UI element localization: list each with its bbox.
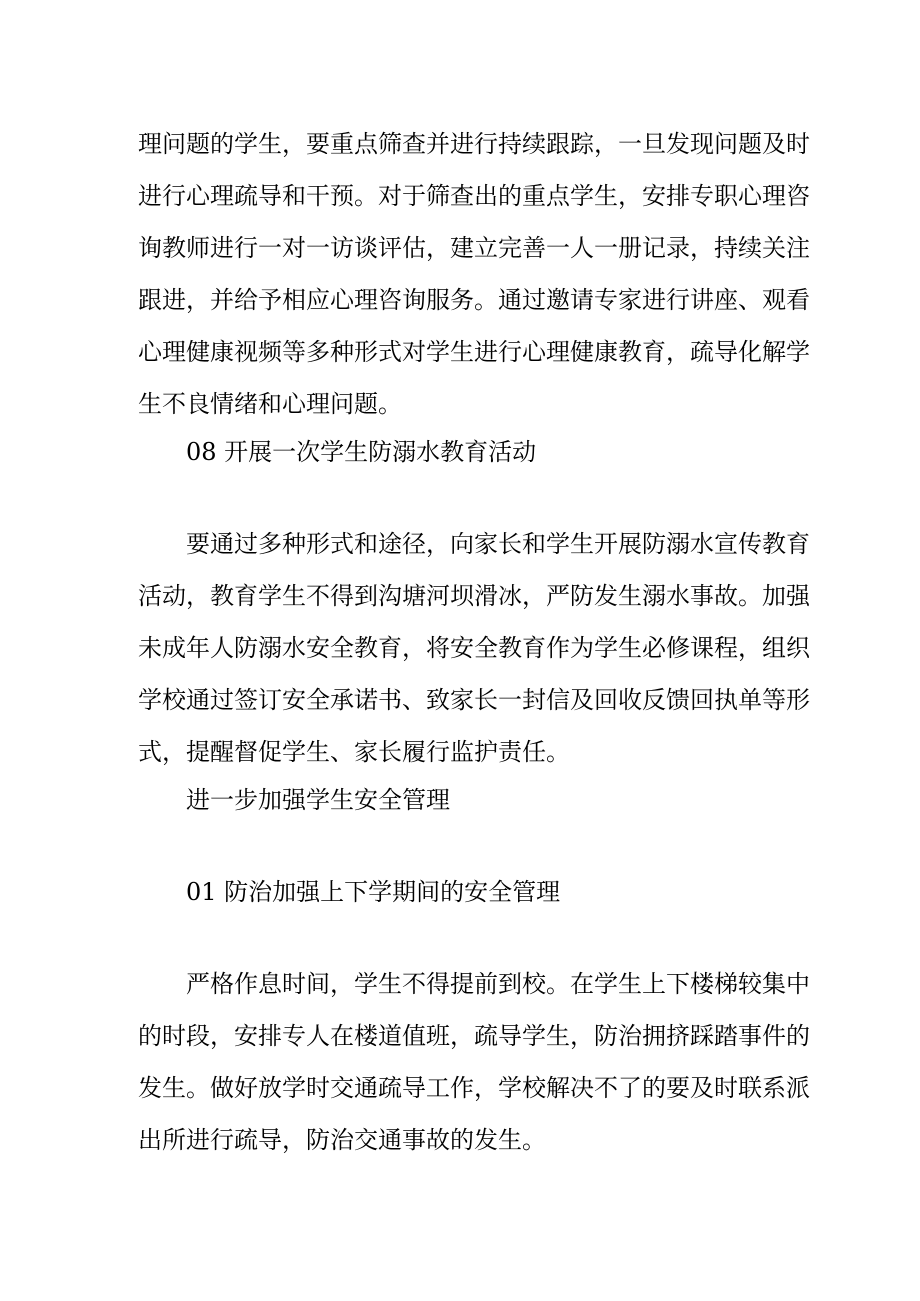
section-heading-commute-safety — [138, 866, 783, 918]
heading-text: 01 防治加强上下学期间的安全管理 — [186, 878, 561, 906]
text-line: 未成年人防溺水安全教育，将安全教育作为学生必修课程，组织 — [138, 634, 810, 662]
text-line: 学校通过签订安全承诺书、致家长一封信及回收反馈回执单等形 — [138, 686, 810, 714]
text-line: 的时段，安排专人在楼道值班，疏导学生，防治拥挤踩踏事件的 — [138, 1022, 810, 1050]
text-line: 心理健康视频等多种形式对学生进行心理健康教育，疏导化解学 — [138, 338, 810, 366]
text-line: 要通过多种形式和途径，向家长和学生开展防溺水宣传教育 — [186, 530, 810, 558]
text-line: 活动，教育学生不得到沟塘河坝滑冰，严防发生溺水事故。加强 — [138, 582, 810, 610]
paragraph-commute-safety — [138, 958, 810, 1166]
text-line: 理问题的学生，要重点筛查并进行持续跟踪，一旦发现问题及时 — [138, 130, 810, 158]
text-line: 出所进行疏导，防治交通事故的发生。 — [138, 1126, 546, 1154]
paragraph-drowning-prevention — [138, 518, 810, 778]
text-line: 生不良情绪和心理问题。 — [138, 390, 402, 418]
text-line: 发生。做好放学时交通疏导工作，学校解决不了的要及时联系派 — [138, 1074, 810, 1102]
heading-text: 08 开展一次学生防溺水教育活动 — [186, 438, 537, 466]
text-line: 跟进，并给予相应心理咨询服务。通过邀请专家进行讲座、观看 — [138, 286, 810, 314]
text-line: 进行心理疏导和干预。对于筛查出的重点学生，安排专职心理咨 — [138, 182, 810, 210]
section-heading-drowning-prevention — [138, 426, 783, 478]
text-line: 询教师进行一对一访谈评估，建立完善一人一册记录，持续关注 — [138, 234, 810, 262]
heading-text: 进一步加强学生安全管理 — [186, 786, 450, 814]
section-heading-safety-management — [138, 774, 783, 826]
paragraph-psych-screening — [138, 118, 810, 430]
text-line: 严格作息时间，学生不得提前到校。在学生上下楼梯较集中 — [186, 970, 810, 998]
text-line: 式，提醒督促学生、家长履行监护责任。 — [138, 738, 570, 766]
